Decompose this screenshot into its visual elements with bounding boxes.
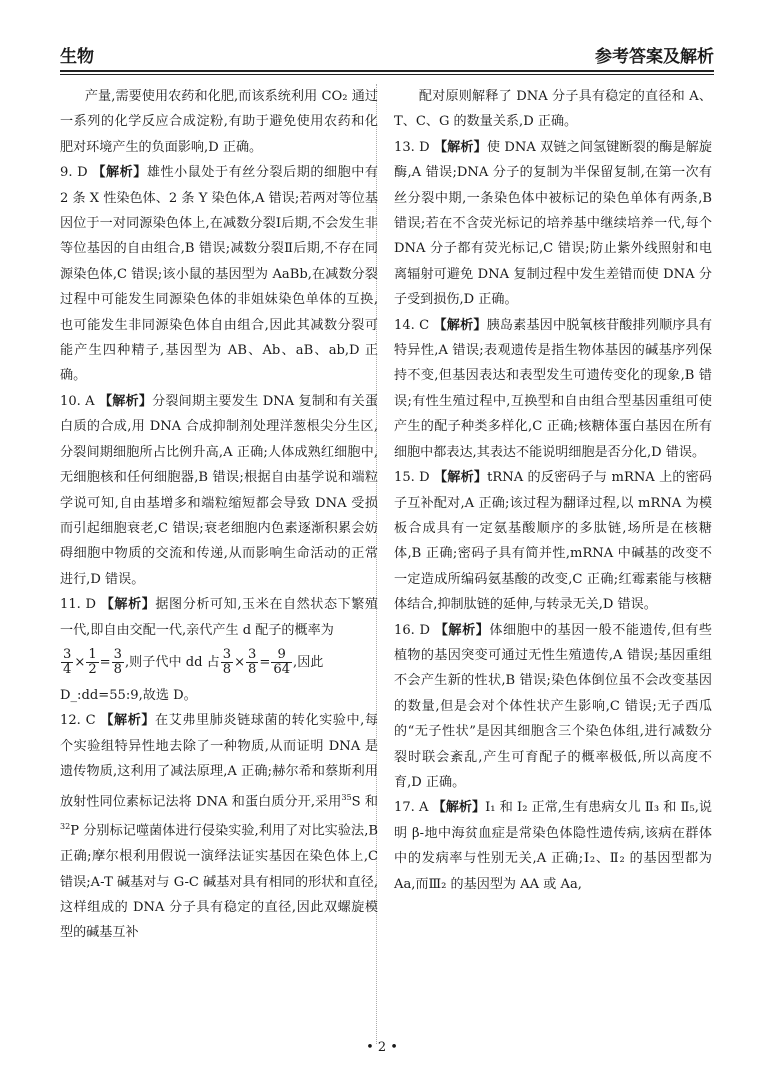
equation-text: ,因此 xyxy=(293,654,324,670)
answer-item-16 xyxy=(394,618,712,796)
fraction xyxy=(246,648,258,677)
answer-text: Ⅰ₁ 和 Ⅰ₂ 正常,生有患病女儿 Ⅱ₃ 和 Ⅱ₅,说明 β-地中海贫血症是常染色体隐性遗传病,该病在群体中的发病率与性别无关,A 正确;Ⅰ₂、Ⅱ₂ 的基因型都为 Aa,而Ⅲ₂ 的基因型为 AA 或 Aa, xyxy=(394,800,712,892)
denominator: 8 xyxy=(222,661,232,677)
header-rule-thin xyxy=(60,74,714,75)
answer-text: 据图分析可知,玉米在自然状态下繁殖一代,即自由交配一代,亲代产生 d 配子的概率为 xyxy=(60,597,379,638)
answer-text: P 分别标记噬菌体进行侵染实验,利用了对比实验法,B 正确;摩尔根利用假说一演绎法证实基因在染色体上,C 错误;A-T 碱基对与 G-C 碱基对具有相同的形状和直径,这样组成的 DNA 分子具有稳定的直径,因此双螺旋模型的碱基互补 xyxy=(60,823,378,941)
equation-text: ,则子代中 dd 占 xyxy=(125,654,220,670)
answer-item-9 xyxy=(60,160,378,389)
answer-text: 在艾弗里肺炎链球菌的转化实验中,每个实验组特异性地去除了一种物质,从而证明 DNA 是遗传物质,这利用了减法原理,A 正确;赫尔希和蔡斯利用放射性同位素标记法将 DNA 和蛋白质分开,采用 xyxy=(60,713,378,809)
left-column xyxy=(60,84,378,946)
analysis-tag: 【解析】 xyxy=(99,393,153,409)
analysis-tag: 【解析】 xyxy=(100,597,156,613)
subject-title: 生物 xyxy=(60,47,94,67)
numerator: 3 xyxy=(222,646,232,662)
answer-number: 16. D xyxy=(394,622,431,638)
numerator: 3 xyxy=(113,646,122,662)
answer-number: 17. A xyxy=(394,800,429,816)
answer-number: 13. D xyxy=(394,139,430,155)
numerator: 3 xyxy=(63,646,72,662)
numerator: 9 xyxy=(271,648,292,663)
fraction-equation xyxy=(60,643,378,683)
fraction xyxy=(221,648,233,677)
answer-item-13 xyxy=(394,135,712,313)
answer-text: 体细胞中的基因一般不能遗传,但有些植物的基因突变可通过无性生殖遗传,A 错误;基因重组不会产生新的性状,B 错误;染色体倒位虽不会改变基因的数量,但是会对个体性状产生影响,C 错误;无子西瓜的“无子性状”是因其细胞含三个染色体组,进行减数分裂时联会紊乱,产生可育配子的概率极低,所以高度不育,D 正确。 xyxy=(394,622,713,790)
analysis-tag: 【解析】 xyxy=(434,470,488,486)
answer-item-11 xyxy=(60,592,378,643)
answer-text: 雄性小鼠处于有丝分裂后期的细胞中有 2 条 X 性染色体、2 条 Y 染色体,A 错误;若两对等位基因位于一对同源染色体上,在减数分裂Ⅰ后期,不会发生非等位基因的自由组合,B 错误;减数分裂Ⅱ后期,不存在同源染色体,C 错误;该小鼠的基因型为 AaBb,在减数分裂过程中可能发生同源染色体的非姐妹染色单体的互换,也可能发生非同源染色体自由组合,因此其减数分裂可能产生四种精子,基因型为 AB、Ab、aB、ab,D 正确。 xyxy=(60,165,379,384)
answer-text: tRNA 的反密码子与 mRNA 上的密码子互补配对,A 正确;该过程为翻译过程,以 mRNA 为模板合成具有一定氨基酸顺序的多肽链,场所是在核糖体,B 正确;密码子具有简并性,mRNA 中碱基的改变不一定造成所编码氨基酸的改变,C 正确;红霉素能与核糖体结合,抑制肽链的延伸,与转录无关,D 错误。 xyxy=(394,470,713,613)
denominator: 2 xyxy=(88,661,97,677)
analysis-tag: 【解析】 xyxy=(433,139,487,155)
denominator: 64 xyxy=(273,661,291,677)
denominator: 4 xyxy=(63,661,72,677)
times-sign: × xyxy=(74,654,86,670)
right-column xyxy=(394,84,712,897)
analysis-tag: 【解析】 xyxy=(92,165,147,181)
numerator: 3 xyxy=(248,646,257,662)
answer-item-17 xyxy=(394,795,712,897)
answer-text: 分裂间期主要发生 DNA 复制和有关蛋白质的合成,用 DNA 合成抑制剂处理洋葱根尖分生区,分裂间期细胞所占比例升高,A 正确;人体成熟红细胞中,无细胞核和任何细胞器,B 错误;根据自由基学说和端粒学说可知,自由基增多和端粒缩短都会导致 DNA 受损而引起细胞衰老,C 错误;衰老细胞内色素逐渐积累会妨碍细胞中物质的交流和传递,从而影响生命活动的正常进行,D 错误。 xyxy=(60,393,378,587)
answer-number: 14. C xyxy=(394,317,430,333)
answer-item-14 xyxy=(394,313,712,465)
numerator: 1 xyxy=(88,646,97,662)
fraction xyxy=(86,648,98,677)
answer-item-15 xyxy=(394,465,712,617)
answer-text: S 和 xyxy=(351,793,378,809)
superscript: 35 xyxy=(341,792,352,802)
answer-number: 10. A xyxy=(60,393,95,409)
equals-sign: = xyxy=(259,654,271,670)
paragraph-text: 配对原则解释了 DNA 分子具有稳定的直径和 A、T、C、G 的数量关系,D 正确。 xyxy=(394,89,712,130)
answer-text: 使 DNA 双链之间氢键断裂的酶是解旋酶,A 错误;DNA 分子的复制为半保留复制,在第一次有丝分裂中期,一条染色体中被标记的染色单体有两条,B 错误;若在不含荧光标记的培养基中继续培养一代,每个 DNA 分子都有荧光标记,C 错误;防止紫外线照射和电离辐射可避免 DNA 复制过程中发生差错而使 DNA 分子受到损伤,D 正确。 xyxy=(394,139,712,308)
answer-item-12 xyxy=(60,708,378,945)
page-header xyxy=(60,40,714,74)
header-rule xyxy=(60,70,714,72)
continued-paragraph xyxy=(394,84,712,135)
fraction xyxy=(271,648,292,677)
answer-number: 15. D xyxy=(394,470,430,486)
fraction xyxy=(61,648,73,677)
answer-text: 胰岛素基因中脱氧核苷酸排列顺序具有特异性,A 错误;表观遗传是指生物体基因的碱基序列保持不变,但基因表达和表型发生可遗传变化的现象,B 错误;有性生殖过程中,互换型和自由组合型基因重组可使产生的配子种类多样化,C 正确;核糖体蛋白基因在所有细胞中都表达,其表达不能说明细胞是否分化,D 错误。 xyxy=(394,317,712,460)
paragraph-text: 产量,需要使用农药和化肥,而该系统利用 CO₂ 通过一系列的化学反应合成淀粉,有助于避免使用农药和化肥对环境产生的负面影响,D 正确。 xyxy=(60,89,378,155)
answer-item-11-end xyxy=(60,683,378,708)
analysis-tag: 【解析】 xyxy=(434,622,490,638)
page-number: • 2 • xyxy=(366,1040,398,1055)
denominator: 8 xyxy=(248,661,257,677)
answer-number: 12. C xyxy=(60,713,96,729)
answer-item-10 xyxy=(60,389,378,592)
answer-text: D_:dd=55:9,故选 D。 xyxy=(60,687,197,703)
denominator: 8 xyxy=(113,661,122,677)
analysis-tag: 【解析】 xyxy=(432,800,486,816)
analysis-tag: 【解析】 xyxy=(433,317,487,333)
answer-number: 9. D xyxy=(60,165,88,181)
superscript: 32 xyxy=(60,822,71,832)
times-sign: × xyxy=(234,654,246,670)
fraction xyxy=(112,648,124,677)
equals-sign: = xyxy=(99,654,111,670)
continued-paragraph xyxy=(60,84,378,160)
analysis-tag: 【解析】 xyxy=(100,713,156,729)
section-title: 参考答案及解析 xyxy=(595,47,714,67)
answer-number: 11. D xyxy=(60,597,97,613)
